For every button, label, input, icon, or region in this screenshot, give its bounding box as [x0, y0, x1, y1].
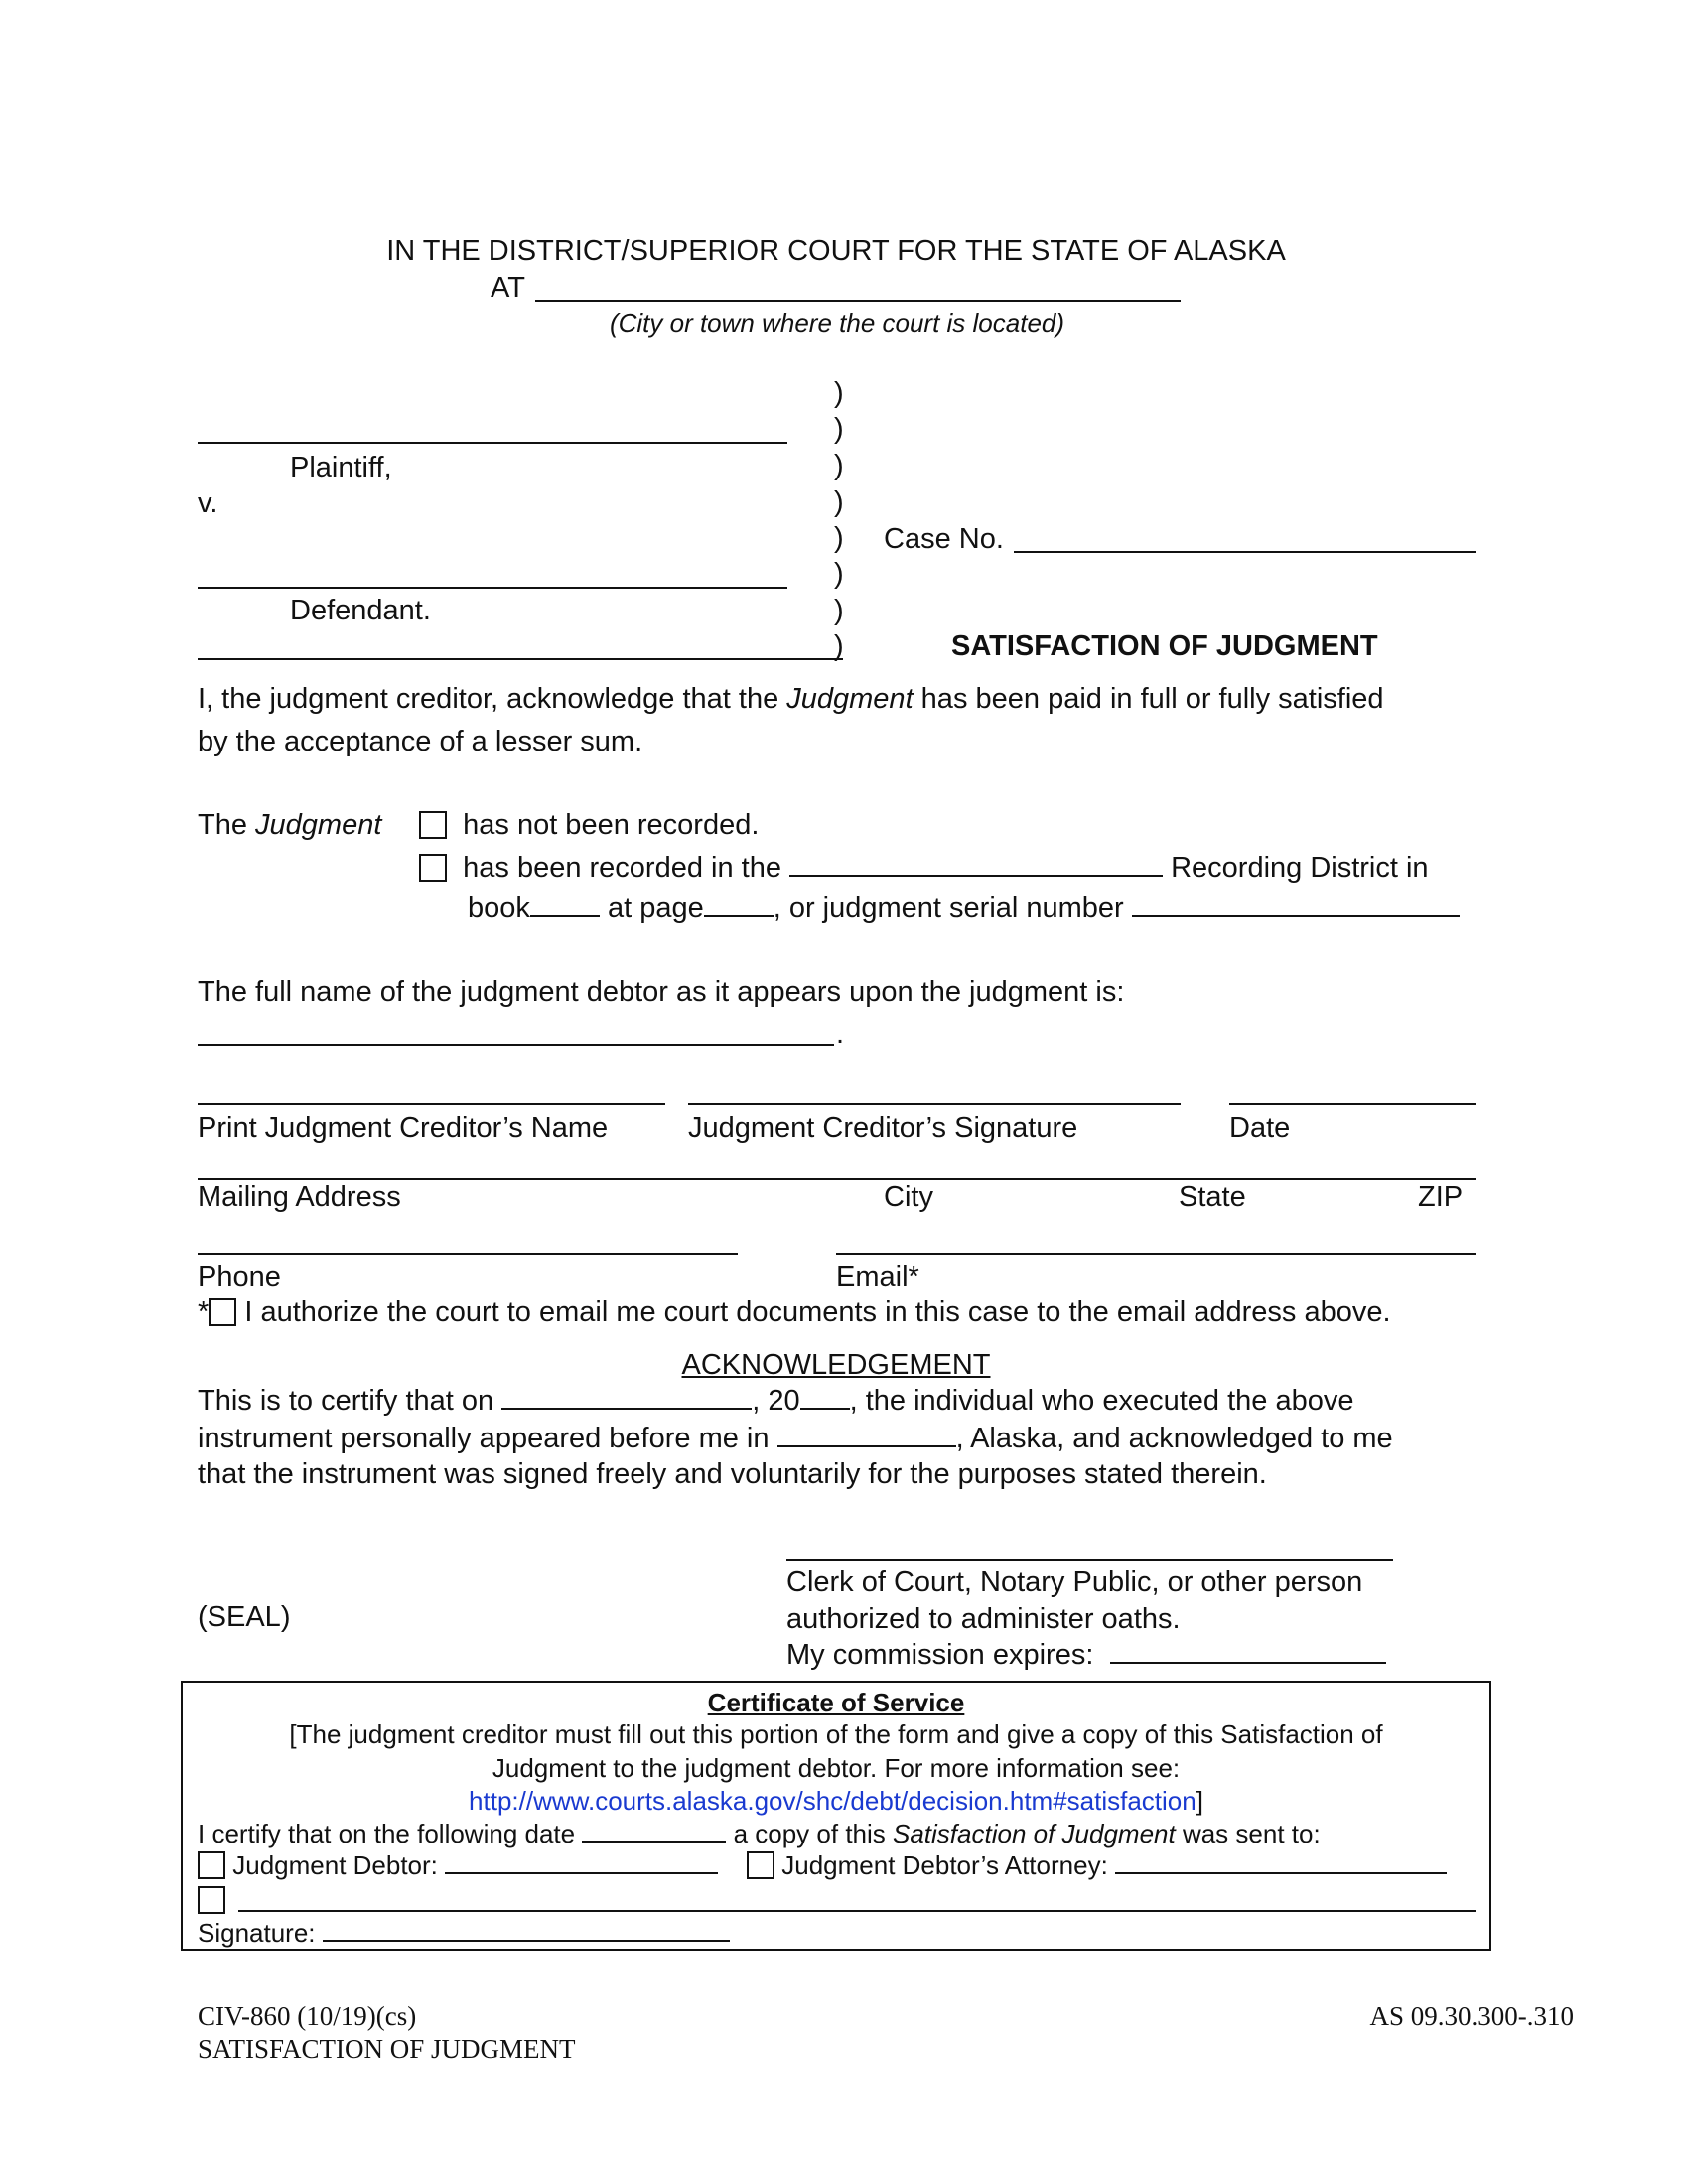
signature-field[interactable]: [688, 1103, 1181, 1105]
paren: ): [834, 522, 844, 554]
paren: ): [834, 595, 844, 626]
commission-label: My commission expires:: [786, 1638, 1386, 1672]
attorney-field[interactable]: [1115, 1852, 1447, 1874]
paren: ): [834, 486, 844, 518]
print-name-field[interactable]: [198, 1103, 665, 1105]
clerk-signature-field[interactable]: [786, 1559, 1393, 1561]
paren: ): [834, 630, 844, 662]
at-label: AT: [491, 272, 525, 304]
info-link[interactable]: http://www.courts.alaska.gov/shc/debt/decision.htm#satisfaction: [469, 1786, 1196, 1816]
attorney-row: Judgment Debtor’s Attorney:: [747, 1849, 1447, 1881]
statute-reference: AS 09.30.300-.310: [1369, 2001, 1574, 2031]
attorney-checkbox[interactable]: [747, 1851, 774, 1879]
judgment-label: The Judgment: [198, 809, 382, 841]
plaintiff-field[interactable]: [198, 442, 787, 444]
email-authorization-checkbox[interactable]: [209, 1298, 236, 1326]
print-name-label: Print Judgment Creditor’s Name: [198, 1112, 609, 1144]
versus-label: v.: [198, 487, 218, 519]
date-field[interactable]: [1229, 1103, 1476, 1105]
court-city-field[interactable]: [535, 300, 1181, 302]
seal-label: (SEAL): [198, 1601, 291, 1633]
cert-signature-field[interactable]: [323, 1920, 730, 1942]
signature-label: Judgment Creditor’s Signature: [688, 1112, 1078, 1144]
book-field[interactable]: [530, 891, 600, 917]
acknowledge-line-1: I, the judgment creditor, acknowledge that the Judgment has been paid in full or fully satisfied: [198, 683, 1384, 715]
period: .: [836, 1019, 845, 1050]
zip-label: ZIP: [1418, 1181, 1464, 1213]
caption-bottom-rule: [198, 658, 843, 660]
email-field[interactable]: [836, 1253, 1476, 1255]
recording-district-field[interactable]: [789, 851, 1163, 877]
recorded-option: has been recorded in the Recording District in: [419, 851, 1429, 885]
mailing-label: Mailing Address: [198, 1181, 401, 1213]
book-page-line: book at page , or judgment serial number: [468, 891, 1460, 925]
form-number: CIV-860 (10/19)(cs): [198, 2001, 417, 2031]
city-label: City: [884, 1181, 933, 1213]
court-heading: IN THE DISTRICT/SUPERIOR COURT FOR THE STATE OF ALASKA: [386, 235, 1286, 267]
judgment-debtor-field[interactable]: [445, 1852, 718, 1874]
footer-title: SATISFACTION OF JUDGMENT: [198, 2034, 576, 2064]
ack-location-field[interactable]: [777, 1422, 956, 1447]
acknowledgement-heading: ACKNOWLEDGEMENT: [681, 1349, 991, 1381]
cert-signature-row: Signature:: [198, 1917, 730, 1949]
page-field[interactable]: [704, 891, 774, 917]
debtor-name-label: The full name of the judgment debtor as it appears upon the judgment is:: [198, 976, 1125, 1008]
acknowledge-line-2: by the acceptance of a lesser sum.: [198, 726, 643, 757]
clerk-line-2: authorized to administer oaths.: [786, 1603, 1181, 1635]
cert-instructions-2: Judgment to the judgment debtor. For more information see:: [492, 1753, 1181, 1783]
other-recipient-field[interactable]: [238, 1910, 1476, 1912]
defendant-label: Defendant.: [290, 595, 431, 626]
recorded-checkbox[interactable]: [419, 854, 447, 882]
phone-label: Phone: [198, 1261, 281, 1293]
state-label: State: [1179, 1181, 1246, 1213]
phone-field[interactable]: [198, 1253, 738, 1255]
ack-line-3: that the instrument was signed freely and voluntarily for the purposes stated therein.: [198, 1458, 1267, 1490]
certify-line: I certify that on the following date a copy of this Satisfaction of Judgment was sent to:: [198, 1819, 1321, 1848]
ack-line-1: This is to certify that on , 20 , the individual who executed the above: [198, 1385, 1354, 1417]
date-label: Date: [1229, 1112, 1291, 1144]
paren: ): [834, 558, 844, 590]
email-label: Email*: [836, 1261, 919, 1293]
other-row: [198, 1883, 225, 1917]
ack-line-2: instrument personally appeared before me in , Alaska, and acknowledged to me: [198, 1423, 1393, 1454]
commission-field[interactable]: [1110, 1638, 1386, 1664]
serial-number-field[interactable]: [1132, 891, 1460, 917]
debtor-name-field[interactable]: [198, 1044, 834, 1046]
ack-date-field[interactable]: [501, 1384, 752, 1410]
city-hint: (City or town where the court is located): [609, 308, 1065, 338]
cert-link-line: http://www.courts.alaska.gov/shc/debt/decision.htm#satisfaction]: [469, 1786, 1203, 1816]
judgment-debtor-checkbox[interactable]: [198, 1851, 225, 1879]
defendant-field[interactable]: [198, 587, 787, 589]
certificate-heading: Certificate of Service: [707, 1688, 965, 1717]
form-title: SATISFACTION OF JUDGMENT: [951, 630, 1378, 662]
service-date-field[interactable]: [582, 1821, 726, 1843]
paren: ): [834, 377, 844, 409]
plaintiff-label: Plaintiff,: [290, 452, 392, 483]
not-recorded-option: has not been recorded.: [419, 808, 759, 842]
paren: ): [834, 413, 844, 445]
email-authorization: * I authorize the court to email me court documents in this case to the email address above.: [198, 1297, 1391, 1328]
case-no-field[interactable]: [1014, 551, 1476, 553]
paren: ): [834, 450, 844, 481]
clerk-line-1: Clerk of Court, Notary Public, or other person: [786, 1567, 1363, 1598]
not-recorded-checkbox[interactable]: [419, 811, 447, 839]
other-checkbox[interactable]: [198, 1886, 225, 1914]
cert-instructions-1: [The judgment creditor must fill out this portion of the form and give a copy of this Satisfaction of: [289, 1719, 1383, 1749]
judgment-debtor-row: Judgment Debtor:: [198, 1849, 718, 1881]
case-no-label: Case No.: [884, 523, 1004, 555]
ack-year-field[interactable]: [800, 1384, 850, 1410]
